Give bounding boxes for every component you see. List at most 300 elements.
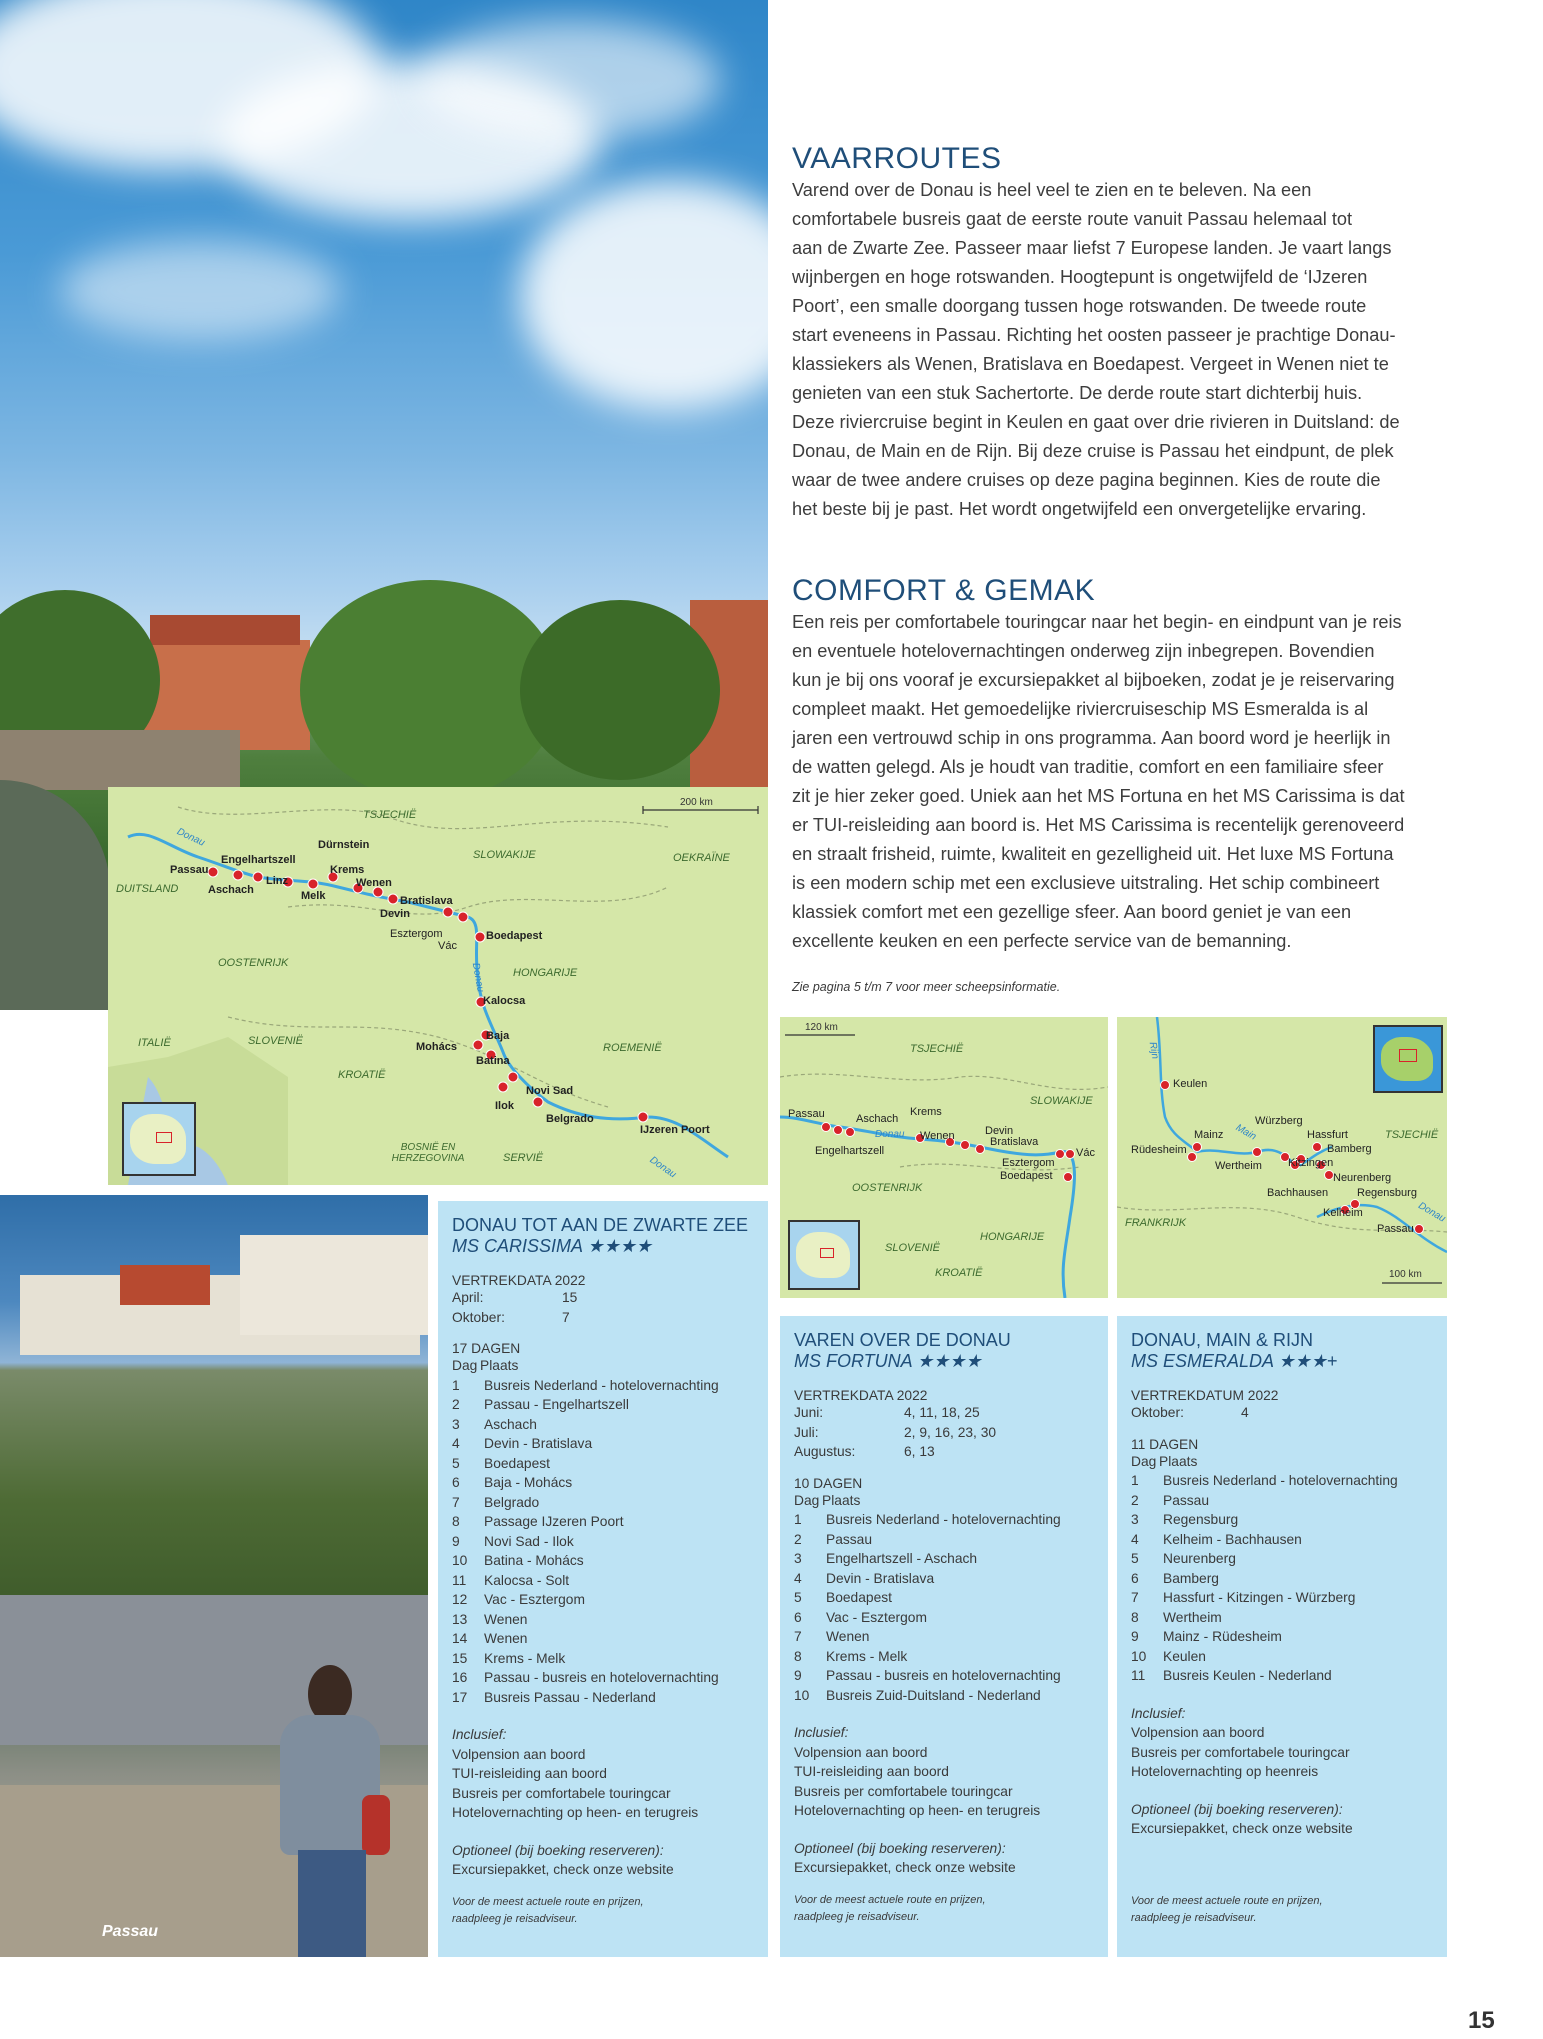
day-number: 9 (452, 1533, 460, 1549)
map-city-label: Kalocsa (483, 995, 526, 1007)
map-country-label: SERVIË (503, 1152, 544, 1164)
body-line: en eventuele hotelovernachtingen onderweg zijn inbegrepen. Bovendien (792, 641, 1375, 661)
included-label: Inclusief: (452, 1727, 507, 1742)
day-place: Busreis Nederland - hotelovernachting (484, 1377, 719, 1393)
map-city-label: Mainz (1194, 1129, 1224, 1141)
col-dag: Dag (794, 1492, 820, 1508)
day-place: Belgrado (484, 1494, 540, 1510)
map-country-label: TSJECHIË (1385, 1129, 1439, 1141)
body-line: het beste bij je past. Het wordt ongetwijfeld een onvergetelijke ervaring. (792, 499, 1367, 519)
day-place: Passau - busreis en hotelovernachting (826, 1668, 1061, 1683)
photo-caption: Passau (102, 1923, 159, 1940)
body-line: Varend over de Donau is heel veel te zien en te beleven. Na een (792, 180, 1312, 200)
map-city-label: Wenen (920, 1130, 955, 1142)
day-place: Kelheim - Bachhausen (1163, 1531, 1302, 1547)
itinerary-row (452, 1376, 762, 1396)
map-city-label: Boedapest (486, 930, 543, 942)
map-country-label: DUITSLAND (116, 883, 179, 895)
body-line: compleet maakt. Het gemoedelijke riviercruiseschip MS Esmeralda is al (792, 699, 1369, 719)
day-number: 13 (452, 1611, 468, 1627)
map-city-label: Dürnstein (318, 839, 370, 851)
body-line: er TUI-reisleiding aan boord is. Het MS Carissima is recentelijk gerenoveerd (792, 815, 1405, 835)
map-country-label: ROEMENIË (603, 1042, 662, 1054)
itinerary-row (452, 1512, 762, 1532)
day-number: 8 (794, 1648, 802, 1664)
date-row (794, 1442, 1100, 1462)
day-number: 4 (452, 1436, 460, 1451)
itinerary-row (452, 1629, 762, 1649)
ship-name: MS CARISSIMA ★★★★ (452, 1236, 652, 1256)
date-days: 2, 9, 16, 23, 30 (904, 1424, 997, 1440)
day-place: Boedapest (484, 1455, 550, 1471)
map-city-label: Passau (788, 1108, 825, 1120)
itinerary-header (794, 1491, 1100, 1511)
esmeralda-route-map (1117, 1017, 1447, 1298)
map-country-label: SLOVENIË (885, 1242, 941, 1254)
date-row (794, 1423, 1100, 1443)
day-number: 11 (452, 1572, 467, 1588)
date-row (794, 1403, 1100, 1423)
optional-item: Excursiepakket, check onze website (794, 1860, 1016, 1875)
itinerary-row (452, 1454, 762, 1474)
dates-label: VERTREKDATUM 2022 (1131, 1388, 1279, 1403)
handbag-shape (362, 1795, 390, 1855)
body-line: waar de twee andere cruises op deze pagina beginnen. Kies de route die (792, 470, 1381, 490)
day-place: Busreis Keulen - Nederland (1163, 1668, 1332, 1683)
map-country-label: HONGARIJE (513, 967, 578, 979)
day-number: 6 (794, 1609, 802, 1625)
jeans-shape (298, 1850, 366, 1957)
map-city-label: Baja (486, 1030, 510, 1042)
itinerary-row (1131, 1647, 1439, 1667)
map-city-label: Bratislava (990, 1136, 1039, 1148)
map-city-label: Krems (330, 864, 365, 876)
optional-item: Excursiepakket, check onze website (1131, 1821, 1353, 1836)
col-plaats: Plaats (822, 1492, 861, 1508)
cruise-box-fortuna (780, 1316, 1108, 1957)
day-number: 3 (794, 1551, 802, 1566)
dates-label: VERTREKDATA 2022 (794, 1388, 928, 1403)
day-place: Vac - Esztergom (826, 1609, 927, 1625)
body-line: excellente keuken en een perfecte service van de bemanning. (792, 931, 1292, 951)
itinerary-row (794, 1627, 1100, 1647)
footnote-line: Voor de meest actuele route en prijzen, (794, 1893, 986, 1906)
itinerary-row (1131, 1530, 1439, 1550)
map-country-label: BOSNIË EN HERZEGOVINA (391, 1142, 465, 1164)
body-line: is een modern schip met een exclusieve uitstraling. Het schip combineert (792, 873, 1380, 893)
footnote-line: raadpleeg je reisadviseur. (1131, 1911, 1257, 1924)
footnote-line: Voor de meest actuele route en prijzen, (1131, 1894, 1323, 1907)
date-days: 4 (1241, 1405, 1249, 1420)
included-item: Hotelovernachting op heenreis (1131, 1764, 1319, 1779)
itinerary-row (452, 1610, 762, 1630)
included-item: Volpension aan boord (794, 1744, 928, 1760)
map-city-label: Regensburg (1357, 1187, 1417, 1199)
day-place: Busreis Nederland - hotelovernachting (1163, 1473, 1398, 1488)
body-line: wijnbergen en hoge rotswanden. Hoogtepunt is ongetwijfeld de ‘IJzeren (792, 267, 1368, 287)
included-label: Inclusief: (794, 1725, 849, 1740)
map-country-label: TSJECHIË (363, 809, 417, 821)
itinerary-row (452, 1532, 762, 1552)
day-place: Passau (1163, 1492, 1210, 1508)
optional-label: Optioneel (bij boeking reserveren): (1131, 1801, 1343, 1817)
map-scale-label: 100 km (1389, 1269, 1422, 1280)
day-number: 2 (1131, 1492, 1139, 1508)
itinerary-row (1131, 1588, 1439, 1608)
map-city-label: Wenen (356, 877, 392, 889)
date-month: Juni: (794, 1405, 824, 1420)
day-place: Wertheim (1163, 1609, 1222, 1625)
body-line: kun je bij ons vooraf je excursiepakket al bijboeken, zodat je je reiservaring (792, 670, 1395, 690)
itinerary-row (794, 1530, 1100, 1550)
day-number: 1 (452, 1377, 460, 1393)
map-river-label: Rijn (1146, 1041, 1161, 1060)
col-plaats: Plaats (480, 1358, 519, 1373)
day-number: 14 (452, 1631, 468, 1646)
date-month: Augustus: (794, 1444, 856, 1459)
day-number: 6 (452, 1475, 460, 1490)
body-line: de watten gelegd. Als je houdt van traditie, comfort en een familiaire sfeer (792, 757, 1384, 777)
cruise-title: VAREN OVER DE DONAU (794, 1330, 1011, 1350)
itinerary-row (1131, 1491, 1439, 1511)
footnote-line: Voor de meest actuele route en prijzen, (452, 1895, 644, 1908)
date-row (1131, 1403, 1439, 1423)
map-country-label: TSJECHIË (910, 1043, 964, 1055)
map-city-label: Kitzingen (1288, 1157, 1334, 1169)
days-label: 17 DAGEN (452, 1341, 521, 1356)
tree-shape (520, 600, 720, 780)
optional-label: Optioneel (bij boeking reserveren): (794, 1840, 1006, 1856)
map-city-label: Devin (380, 908, 410, 920)
map-country-label: HONGARIJE (980, 1231, 1045, 1243)
day-place: Wenen (484, 1611, 528, 1627)
section-body (792, 608, 1492, 956)
map-city-label: Belgrado (546, 1113, 594, 1125)
itinerary-row (1131, 1627, 1439, 1647)
day-place: Passau - busreis en hotelovernachting (484, 1670, 719, 1685)
day-place: Neurenberg (1163, 1551, 1236, 1566)
day-place: Keulen (1163, 1648, 1206, 1664)
itinerary-header (1131, 1452, 1439, 1472)
day-place: Passau (826, 1531, 873, 1547)
day-place: Busreis Nederland - hotelovernachting (826, 1512, 1061, 1527)
date-row (452, 1308, 762, 1328)
day-number: 10 (1131, 1648, 1147, 1664)
europe-inset-map (122, 1102, 196, 1176)
passau-photo (0, 1195, 428, 1957)
day-number: 1 (794, 1512, 802, 1527)
roof-shape (120, 1265, 210, 1305)
ship-name: MS FORTUNA ★★★★ (794, 1351, 982, 1371)
footnote-line: raadpleeg je reisadviseur. (794, 1910, 920, 1923)
map-city-label: Keulen (1173, 1078, 1208, 1090)
day-place: Hassfurt - Kitzingen - Würzberg (1163, 1590, 1356, 1605)
body-line: jaren een vertrouwd schip in ons programma. Aan boord word je heerlijk in (792, 728, 1391, 748)
body-line: genieten van een stuk Sachertorte. De derde route start dichterbij huis. (792, 383, 1363, 403)
day-place: Kalocsa - Solt (484, 1572, 570, 1588)
day-place: Wenen (484, 1631, 528, 1646)
body-line: Donau, de Main en de Rijn. Bij deze cruise is Passau het eindpunt, de plek (792, 441, 1394, 461)
itinerary-row (452, 1688, 762, 1708)
itinerary-row (452, 1415, 762, 1435)
included-item: TUI-reisleiding aan boord (452, 1766, 607, 1781)
bridge-arch-shape (0, 780, 110, 1010)
itinerary-row (794, 1510, 1100, 1530)
body-line: comfortabele busreis gaat de eerste route vanuit Passau helemaal tot (792, 209, 1353, 229)
day-number: 17 (452, 1689, 468, 1705)
included-item: Hotelovernachting op heen- en terugreis (452, 1805, 699, 1820)
woman-figure (270, 1665, 390, 1957)
itinerary-row (1131, 1510, 1439, 1530)
day-number: 3 (1131, 1512, 1139, 1527)
date-month: Juli: (794, 1424, 819, 1440)
map-city-label: Boedapest (1000, 1170, 1053, 1182)
cruise-box-esmeralda (1117, 1316, 1447, 1957)
date-days: 4, 11, 18, 25 (904, 1405, 980, 1420)
date-month: April: (452, 1290, 484, 1305)
map-city-label: Engelhartszell (815, 1145, 885, 1157)
map-country-label: KROATIË (935, 1267, 983, 1279)
col-dag: Dag (452, 1358, 478, 1373)
page-number: 15 (1468, 2007, 1495, 2034)
map-city-label: Wertheim (1215, 1160, 1262, 1172)
included-item: Busreis per comfortabele touringcar (794, 1783, 1013, 1799)
map-city-label: Mohács (416, 1041, 457, 1053)
day-number: 4 (794, 1570, 802, 1586)
map-city-label: Kelheim (1323, 1207, 1363, 1219)
map-country-label: OOSTENRIJK (852, 1182, 923, 1194)
itinerary-row (1131, 1608, 1439, 1628)
map-city-label: Rüdesheim (1131, 1144, 1187, 1156)
body-line: aan de Zwarte Zee. Passeer maar liefst 7 Europese landen. Je vaart langs (792, 238, 1392, 258)
day-place: Devin - Bratislava (484, 1436, 593, 1451)
map-river-label: Donau (175, 826, 207, 849)
itinerary-row (794, 1588, 1100, 1608)
itinerary-row (1131, 1471, 1439, 1491)
day-place: Krems - Melk (484, 1650, 566, 1666)
day-number: 5 (452, 1455, 460, 1471)
cruise-box-carissima (438, 1201, 768, 1957)
itinerary-row (452, 1434, 762, 1454)
day-number: 2 (452, 1397, 460, 1412)
map-river-label: Donau (1416, 1200, 1447, 1225)
map-city-label: Vác (438, 940, 457, 952)
included-item: Volpension aan boord (452, 1746, 586, 1762)
map-city-label: Passau (1377, 1223, 1414, 1235)
map-city-label: Bratislava (400, 895, 453, 907)
included-label: Inclusief: (1131, 1705, 1186, 1721)
body-line: zit je hier zeker goed. Uniek aan het MS Fortuna en het MS Carissima is dat (792, 786, 1405, 806)
map-city-label: Batina (476, 1055, 510, 1067)
day-place: Aschach (484, 1416, 537, 1432)
map-city-label: Würzberg (1255, 1115, 1303, 1127)
cruise-title: DONAU, MAIN & RIJN (1131, 1330, 1314, 1350)
map-city-label: Esztergom (390, 928, 443, 940)
day-number: 1 (1131, 1473, 1139, 1488)
col-plaats: Plaats (1159, 1453, 1198, 1469)
day-number: 9 (1131, 1629, 1139, 1644)
map-river-label: Donau (875, 1129, 905, 1140)
map-city-label: Hassfurt (1307, 1129, 1348, 1141)
day-number: 10 (452, 1553, 468, 1568)
day-number: 2 (794, 1531, 802, 1547)
map-city-label: Linz (266, 875, 288, 887)
itinerary-row (794, 1686, 1100, 1706)
footnote-line: raadpleeg je reisadviseur. (452, 1912, 578, 1925)
day-place: Passau - Engelhartszell (484, 1397, 629, 1412)
map-city-label: Novi Sad (526, 1085, 574, 1097)
body-line: klassiek comfort met een gezellige sfeer. Aan boord geniet je van een (792, 902, 1352, 922)
map-country-label: KROATIË (338, 1069, 386, 1081)
day-place: Passage IJzeren Poort (484, 1514, 624, 1529)
body-line: Deze riviercruise begint in Keulen en gaat over drie rivieren in Duitsland: de (792, 412, 1400, 432)
days-label: 11 DAGEN (1131, 1436, 1199, 1452)
body-line: en straalt frisheid, ruimte, kwaliteit en gezelligheid uit. Het luxe MS Fortuna (792, 844, 1394, 864)
day-number: 11 (1131, 1668, 1146, 1683)
optional-item: Excursiepakket, check onze website (452, 1862, 674, 1877)
day-place: Mainz - Rüdesheim (1163, 1629, 1282, 1644)
itinerary-row (452, 1493, 762, 1513)
map-city-label: Krems (910, 1106, 942, 1118)
map-country-label: SLOVENIË (248, 1035, 304, 1047)
map-city-label: Esztergom (1002, 1157, 1055, 1169)
itinerary-row (794, 1549, 1100, 1569)
map-scale-label: 200 km (680, 797, 713, 808)
itinerary-header (452, 1356, 762, 1376)
date-month: Oktober: (452, 1309, 505, 1325)
included-item: Busreis per comfortabele touringcar (1131, 1744, 1350, 1760)
day-place: Regensburg (1163, 1512, 1239, 1527)
itinerary-row (1131, 1666, 1439, 1686)
ship-info-note: Zie pagina 5 t/m 7 voor meer scheepsinformatie. (792, 980, 1061, 994)
day-number: 10 (794, 1687, 810, 1703)
day-number: 5 (794, 1590, 802, 1605)
col-dag: Dag (1131, 1453, 1157, 1469)
map-country-label: OOSTENRIJK (218, 957, 289, 969)
map-city-label: Engelhartszell (221, 854, 296, 866)
itinerary-row (794, 1666, 1100, 1686)
map-river-label: Donau (647, 1154, 678, 1181)
section-title: COMFORT & GEMAK (792, 574, 1096, 607)
map-city-label: Melk (301, 890, 326, 902)
section-body (792, 176, 1492, 524)
ship-name: MS ESMERALDA ★★★+ (1131, 1351, 1338, 1371)
map-city-label: Vác (1076, 1147, 1095, 1159)
day-place: Devin - Bratislava (826, 1570, 935, 1586)
day-number: 3 (452, 1416, 460, 1432)
day-number: 8 (1131, 1609, 1139, 1625)
itinerary-row (452, 1571, 762, 1591)
day-number: 7 (1131, 1590, 1139, 1605)
fortuna-route-map (780, 1017, 1108, 1298)
day-place: Baja - Mohács (484, 1475, 573, 1490)
day-number: 12 (452, 1592, 468, 1607)
included-item: TUI-reisleiding aan boord (794, 1764, 949, 1779)
itinerary-row (794, 1647, 1100, 1667)
dates-label: VERTREKDATA 2022 (452, 1273, 586, 1288)
map-city-label: Passau (170, 864, 209, 876)
itinerary-row (794, 1569, 1100, 1589)
date-days: 7 (562, 1309, 570, 1325)
itinerary-row (452, 1395, 762, 1415)
body-line: Poort’, een smalle doorgang tussen hoge rotswanden. De tweede route (792, 296, 1367, 316)
itinerary-row (452, 1649, 762, 1669)
itinerary-row (452, 1473, 762, 1493)
europe-inset-map (788, 1220, 860, 1290)
days-label: 10 DAGEN (794, 1475, 863, 1491)
day-place: Vac - Esztergom (484, 1592, 585, 1607)
map-city-label: IJzeren Poort (640, 1124, 710, 1136)
day-number: 15 (452, 1650, 468, 1666)
itinerary-row (452, 1590, 762, 1610)
day-place: Batina - Mohács (484, 1553, 584, 1568)
date-days: 6, 13 (904, 1444, 935, 1459)
day-place: Busreis Zuid-Duitsland - Nederland (826, 1687, 1041, 1703)
body-line: klassiekers als Wenen, Bratislava en Boedapest. Vergeet in Wenen niet te (792, 354, 1389, 374)
date-row (452, 1288, 762, 1308)
map-river-label: Donau (469, 962, 486, 993)
day-place: Boedapest (826, 1590, 892, 1605)
map-country-label: OEKRAÏNE (673, 852, 730, 864)
map-city-label: Devin (985, 1125, 1014, 1137)
day-number: 4 (1131, 1531, 1139, 1547)
itinerary-row (1131, 1569, 1439, 1589)
day-number: 16 (452, 1670, 468, 1685)
map-country-label: SLOWAKIJE (1030, 1095, 1093, 1107)
map-city-label: Aschach (856, 1113, 899, 1125)
map-country-label: ITALIË (138, 1037, 171, 1049)
day-place: Engelhartszell - Aschach (826, 1551, 978, 1566)
included-item: Volpension aan boord (1131, 1725, 1265, 1740)
map-city-label: Bamberg (1327, 1143, 1372, 1155)
roof-shape (150, 615, 300, 645)
optional-label: Optioneel (bij boeking reserveren): (452, 1842, 664, 1858)
map-city-label: Neurenberg (1333, 1172, 1392, 1184)
map-city-label: Bachhausen (1267, 1187, 1329, 1199)
inset-highlight-box (820, 1248, 834, 1258)
cruise-title: DONAU TOT AAN DE ZWARTE ZEE (452, 1215, 749, 1235)
map-river-label: Main (1233, 1122, 1258, 1143)
itinerary-row (452, 1551, 762, 1571)
europe-inset-map (1373, 1025, 1443, 1093)
date-month: Oktober: (1131, 1405, 1184, 1420)
inset-highlight-box (1399, 1049, 1417, 1062)
day-place: Busreis Passau - Nederland (484, 1689, 656, 1705)
date-days: 15 (562, 1290, 578, 1305)
day-number: 5 (1131, 1551, 1139, 1566)
map-scale-label: 120 km (805, 1022, 838, 1033)
day-place: Wenen (826, 1629, 870, 1644)
included-item: Hotelovernachting op heen- en terugreis (794, 1803, 1041, 1818)
map-country-label: SLOWAKIJE (473, 849, 536, 861)
body-line: Een reis per comfortabele touringcar naar het begin- en eindpunt van je reis (792, 612, 1402, 632)
included-item: Busreis per comfortabele touringcar (452, 1785, 671, 1801)
day-number: 9 (794, 1668, 802, 1683)
day-place: Bamberg (1163, 1570, 1219, 1586)
day-number: 7 (794, 1629, 802, 1644)
section-title: VAARROUTES (792, 142, 1002, 175)
day-place: Krems - Melk (826, 1648, 908, 1664)
inset-highlight-box (156, 1132, 172, 1143)
bridge-shape (0, 730, 240, 790)
map-city-label: Ilok (495, 1100, 514, 1112)
itinerary-row (794, 1608, 1100, 1628)
day-place: Novi Sad - Ilok (484, 1533, 574, 1549)
danube-route-map (108, 787, 768, 1185)
itinerary-row (1131, 1549, 1439, 1569)
map-city-label: Aschach (208, 884, 254, 896)
day-number: 6 (1131, 1570, 1139, 1586)
